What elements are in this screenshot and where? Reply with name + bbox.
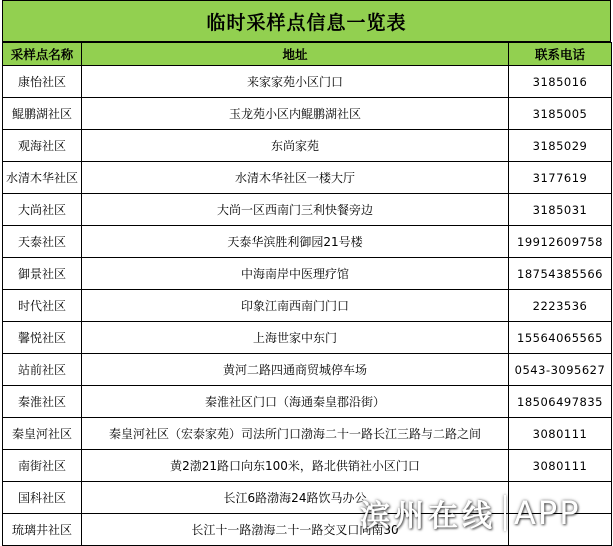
- column-header-address: 地址: [82, 43, 509, 66]
- cell-phone: 3185029: [509, 130, 612, 162]
- cell-name: 秦皇河社区: [3, 418, 82, 450]
- header-row: [3, 43, 612, 66]
- cell-name: 水清木华社区: [3, 162, 82, 194]
- watermark-app-text: APP: [514, 494, 581, 532]
- cell-phone: [509, 482, 612, 514]
- cell-phone: 3185016: [509, 66, 612, 98]
- table-row: [3, 98, 612, 130]
- cell-address: 中海南岸中医理疗馆: [82, 258, 509, 290]
- cell-phone: 18506497835: [509, 386, 612, 418]
- table-row: [3, 514, 612, 546]
- cell-address: 长江6路渤海24路饮马办公: [82, 482, 509, 514]
- cell-address: 黄2渤21路口向东100米，路北供销社小区门口: [82, 450, 509, 482]
- cell-phone: 3080111: [509, 418, 612, 450]
- cell-address: 印象江南西南门门口: [82, 290, 509, 322]
- table-row: [3, 322, 612, 354]
- cell-address: 玉龙苑小区内鲲鹏湖社区: [82, 98, 509, 130]
- cell-name: 天泰社区: [3, 226, 82, 258]
- cell-name: 鲲鹏湖社区: [3, 98, 82, 130]
- table-row: [3, 450, 612, 482]
- cell-address: 上海世家中东门: [82, 322, 509, 354]
- cell-name: 琉璃井社区: [3, 514, 82, 546]
- watermark-text: 滨州在线: [360, 499, 496, 534]
- cell-name: 秦淮社区: [3, 386, 82, 418]
- cell-address: 水清木华社区一楼大厅: [82, 162, 509, 194]
- cell-name: 观海社区: [3, 130, 82, 162]
- column-header-phone: 联系电话: [509, 43, 612, 66]
- table-row: [3, 130, 612, 162]
- cell-address: 东尚家苑: [82, 130, 509, 162]
- cell-phone: 18754385566: [509, 258, 612, 290]
- cell-name: 时代社区: [3, 290, 82, 322]
- table-row: [3, 226, 612, 258]
- cell-address: 秦淮社区门口（海通秦皇郡沿街）: [82, 386, 509, 418]
- table-row: [3, 482, 612, 514]
- table-row: [3, 418, 612, 450]
- cell-name: 国科社区: [3, 482, 82, 514]
- cell-phone: 19912609758: [509, 226, 612, 258]
- cell-phone: 0543-3095627: [509, 354, 612, 386]
- cell-name: 馨悦社区: [3, 322, 82, 354]
- cell-phone: 3185031: [509, 194, 612, 226]
- cell-phone: 15564065565: [509, 322, 612, 354]
- cell-name: 站前社区: [3, 354, 82, 386]
- table-row: [3, 194, 612, 226]
- cell-name: 御景社区: [3, 258, 82, 290]
- cell-address: 大尚一区西南门三利快餐旁边: [82, 194, 509, 226]
- cell-name: 大尚社区: [3, 194, 82, 226]
- table-row: [3, 258, 612, 290]
- sheet-title: 临时采样点信息一览表: [2, 0, 611, 42]
- cell-address: 长江十一路渤海二十一路交叉口向南30: [82, 514, 509, 546]
- cell-phone: 3080111: [509, 450, 612, 482]
- table-row: [3, 162, 612, 194]
- table-row: [3, 66, 612, 98]
- table-row: [3, 354, 612, 386]
- cell-name: 康怡社区: [3, 66, 82, 98]
- cell-phone: [509, 514, 612, 546]
- cell-phone: 3177619: [509, 162, 612, 194]
- table-row: [3, 386, 612, 418]
- cell-address: 来家家苑小区门口: [82, 66, 509, 98]
- cell-address: 黄河二路四通商贸城停车场: [82, 354, 509, 386]
- table-row: [3, 290, 612, 322]
- cell-address: 天泰华滨胜利御园21号楼: [82, 226, 509, 258]
- column-header-name: 采样点名称: [3, 43, 82, 66]
- sampling-points-table: [2, 42, 612, 546]
- cell-phone: 3185005: [509, 98, 612, 130]
- cell-address: 秦皇河社区（宏泰家苑）司法所门口渤海二十一路长江三路与二路之间: [82, 418, 509, 450]
- cell-phone: 2223536: [509, 290, 612, 322]
- cell-name: 南街社区: [3, 450, 82, 482]
